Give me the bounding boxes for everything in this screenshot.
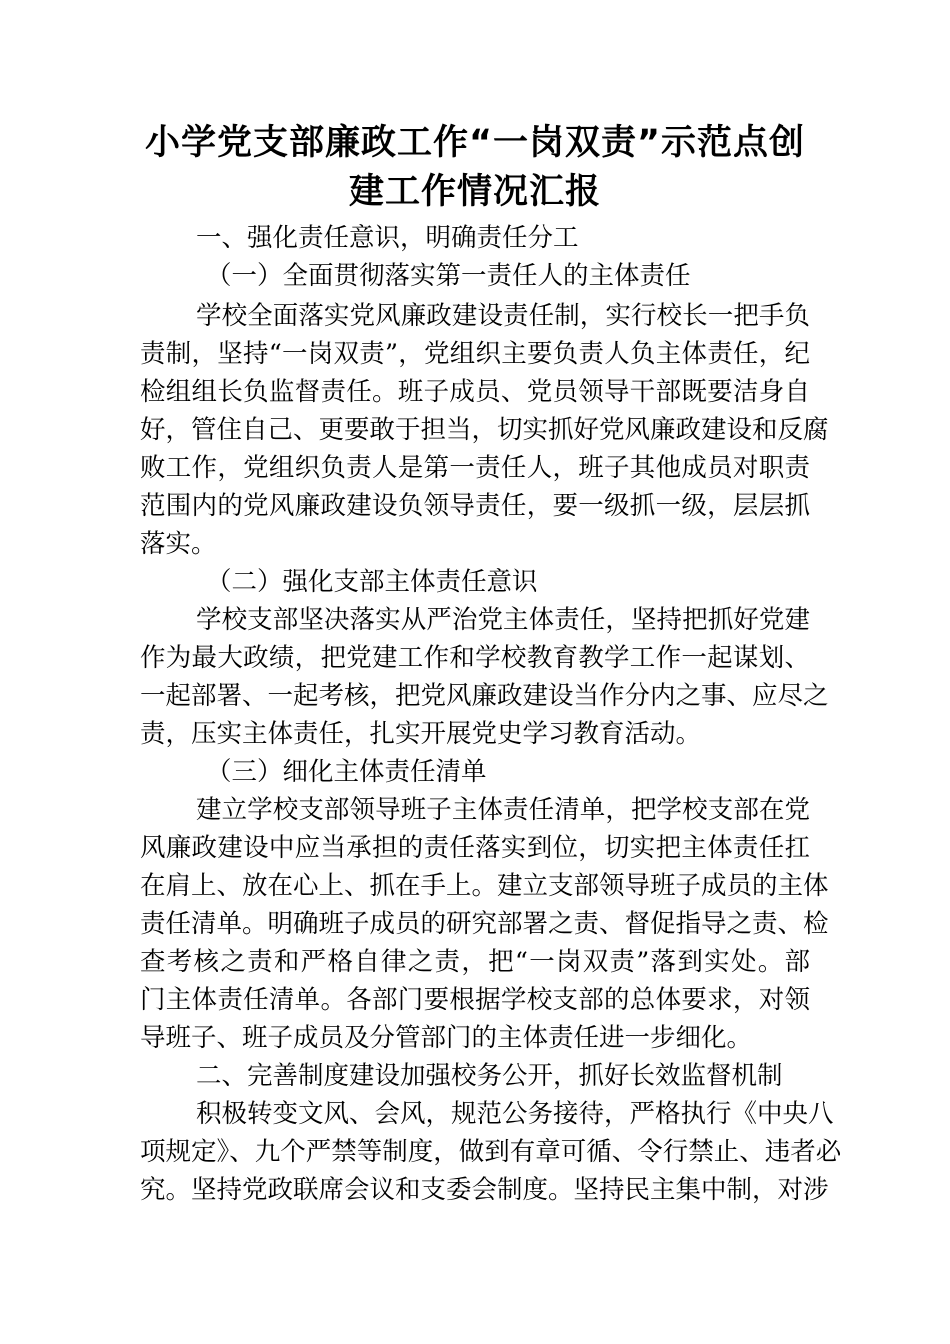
paragraph-line: 学校全面落实党风廉政建设责任制，实行校长一把手负 (196, 301, 810, 331)
paragraph-line: 范围内的党风廉政建设负领导责任，要一级抓一级，层层抓 (140, 491, 810, 521)
paragraph-line: 建立学校支部领导班子主体责任清单，把学校支部在党 (196, 795, 810, 825)
paragraph-line: 责任清单。明确班子成员的研究部署之责、督促指导之责、检 (140, 909, 829, 939)
paragraph-line: 败工作，党组织负责人是第一责任人，班子其他成员对职责 (140, 453, 810, 483)
paragraph-line: 学校支部坚决落实从严治党主体责任，坚持把抓好党建 (196, 605, 810, 635)
paragraph-line: 一起部署、一起考核，把党风廉政建设当作分内之事、应尽之 (140, 681, 829, 711)
section-heading-2: 二、完善制度建设加强校务公开，抓好长效监督机制 (196, 1061, 783, 1091)
paragraph-line: 项规定》、九个严禁等制度，做到有章可循、令行禁止、违者必 (140, 1137, 842, 1167)
paragraph-line: 在肩上、放在心上、抓在手上。建立支部领导班子成员的主体 (140, 871, 829, 901)
paragraph-line: 风廉政建设中应当承担的责任落实到位，切实把主体责任扛 (140, 833, 810, 863)
paragraph-line: 究。坚持党政联席会议和支委会制度。坚持民主集中制，对涉 (140, 1175, 829, 1205)
section-heading-1: 一、强化责任意识，明确责任分工 (196, 223, 579, 253)
paragraph-line: 导班子、班子成员及分管部门的主体责任进一步细化。 (140, 1023, 753, 1053)
subsection-heading-3: （三）细化主体责任清单 (206, 757, 487, 787)
subsection-heading-2: （二）强化支部主体责任意识 (206, 567, 538, 597)
paragraph-line: 作为最大政绩，把党建工作和学校教育教学工作一起谋划、 (140, 643, 810, 673)
paragraph-line: 好，管住自己、更要敢于担当，切实抓好党风廉政建设和反腐 (140, 415, 829, 445)
paragraph-line: 检组组长负监督责任。班子成员、党员领导干部既要洁身自 (140, 377, 810, 407)
paragraph-line: 责制，坚持“一岗双责”，党组织主要负责人负主体责任，纪 (140, 339, 810, 369)
subsection-heading-1: （一）全面贯彻落实第一责任人的主体责任 (206, 261, 691, 291)
paragraph-line: 积极转变文风、会风，规范公务接待，严格执行《中央八 (196, 1099, 834, 1129)
paragraph-line: 查考核之责和严格自律之责，把“一岗双责”落到实处。部 (140, 947, 810, 977)
paragraph-line: 责，压实主体责任，扎实开展党史学习教育活动。 (140, 719, 702, 749)
paragraph-line: 门主体责任清单。各部门要根据学校支部的总体要求，对领 (140, 985, 810, 1015)
document-title-line-2: 建工作情况汇报 (348, 172, 601, 212)
paragraph-line: 落实。 (140, 529, 217, 559)
document-title-line-1: 小学党支部廉政工作“一岗双责”示范点创 (144, 123, 805, 163)
